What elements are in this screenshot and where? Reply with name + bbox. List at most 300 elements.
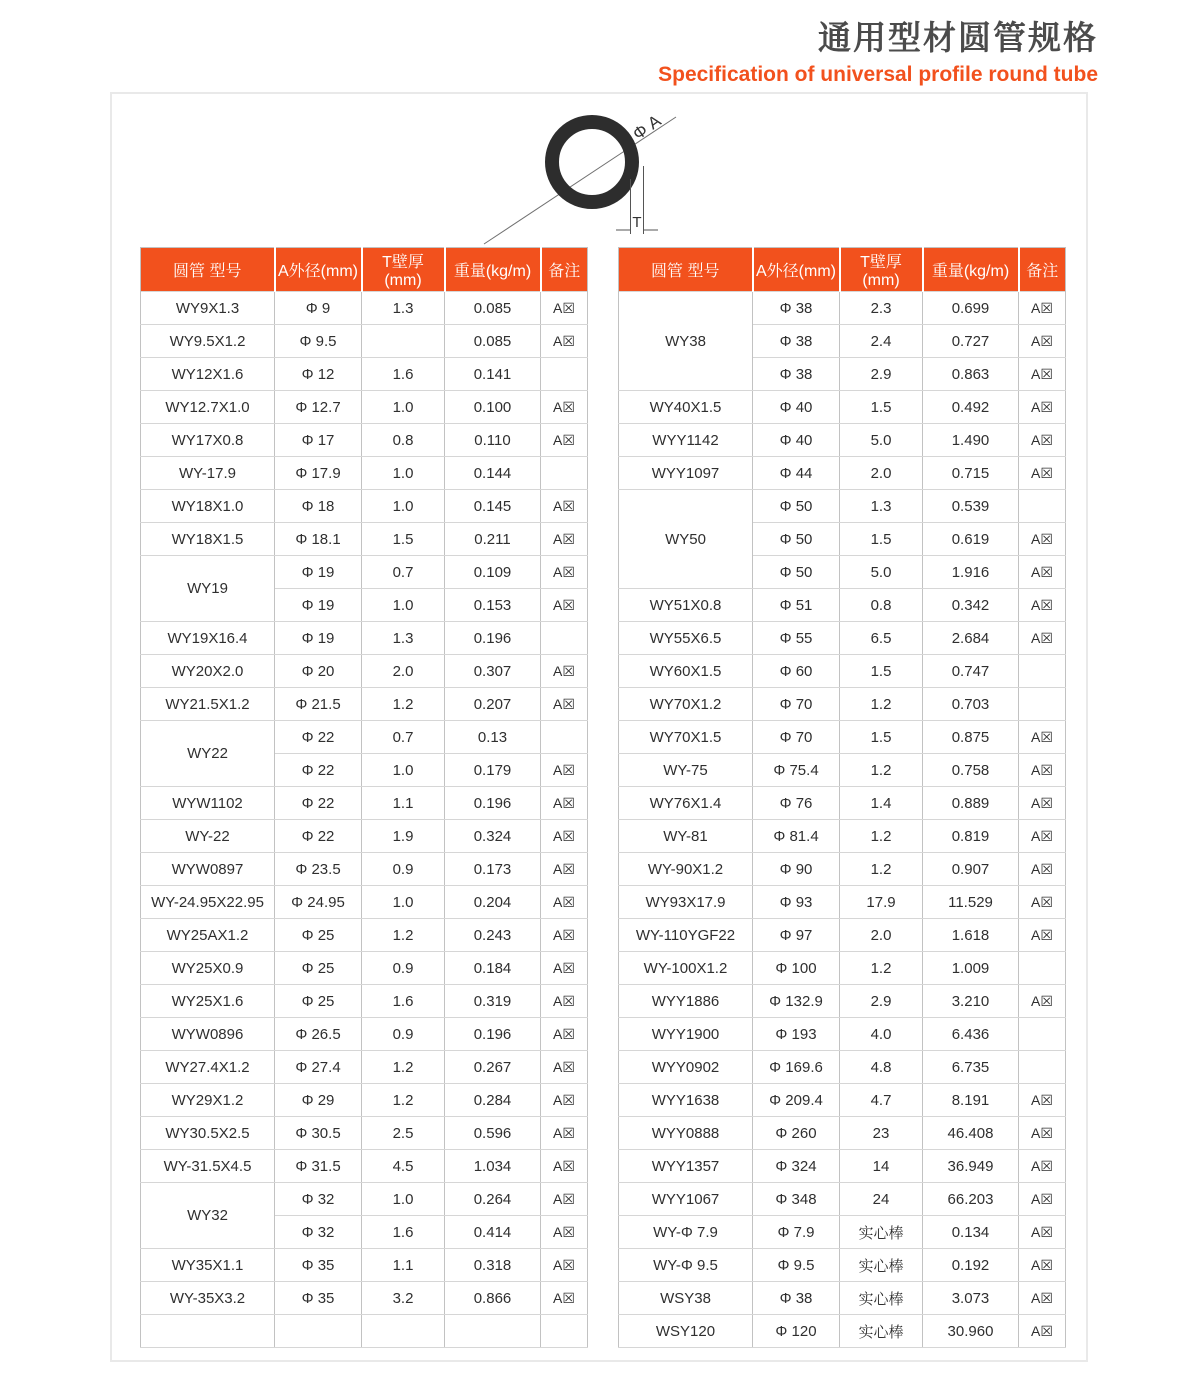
od-cell: Φ 31.5: [275, 1150, 362, 1183]
w-cell: 0.196: [445, 787, 541, 820]
note-cell: [541, 721, 588, 754]
note-cell: A☒: [1019, 1150, 1066, 1183]
model-cell: WY-100X1.2: [619, 952, 753, 985]
w-cell: 6.436: [923, 1018, 1019, 1051]
note-cell: [541, 622, 588, 655]
t-cell: 1.1: [362, 787, 445, 820]
table-row: [141, 622, 588, 655]
od-cell: Φ 209.4: [753, 1084, 840, 1117]
w-cell: 0.264: [445, 1183, 541, 1216]
t-cell: 2.0: [840, 919, 923, 952]
table-row: [141, 1084, 588, 1117]
table-row: [619, 589, 1066, 622]
model-cell: WY17X0.8: [141, 424, 275, 457]
t-cell: 1.4: [840, 787, 923, 820]
table-row: [619, 1216, 1066, 1249]
header-row: [619, 248, 1066, 292]
od-cell: Φ 193: [753, 1018, 840, 1051]
page-subtitle: Specification of universal profile round tube: [658, 63, 1098, 86]
model-cell: WY27.4X1.2: [141, 1051, 275, 1084]
t-cell: 1.2: [840, 952, 923, 985]
w-cell: 0.727: [923, 325, 1019, 358]
t-cell: 1.5: [840, 721, 923, 754]
od-cell: Φ 25: [275, 985, 362, 1018]
note-cell: A☒: [541, 1183, 588, 1216]
t-cell: 1.2: [362, 1051, 445, 1084]
model-cell: WYY1097: [619, 457, 753, 490]
model-cell: WY-22: [141, 820, 275, 853]
t-cell: 1.0: [362, 754, 445, 787]
model-cell: WYW0896: [141, 1018, 275, 1051]
model-cell: WYY1067: [619, 1183, 753, 1216]
model-cell: WY12X1.6: [141, 358, 275, 391]
w-cell: 0.184: [445, 952, 541, 985]
note-cell: A☒: [1019, 754, 1066, 787]
table-row: [141, 853, 588, 886]
model-cell: WY55X6.5: [619, 622, 753, 655]
t-cell: 1.5: [362, 523, 445, 556]
w-cell: 2.684: [923, 622, 1019, 655]
od-cell: Φ 25: [275, 952, 362, 985]
table-row: [141, 424, 588, 457]
w-cell: 0.703: [923, 688, 1019, 721]
header-row: [141, 248, 588, 292]
t-cell: 1.0: [362, 391, 445, 424]
spec-table-left: [140, 247, 588, 1348]
od-cell: Φ 19: [275, 622, 362, 655]
t-cell: 23: [840, 1117, 923, 1150]
model-cell: WYY0902: [619, 1051, 753, 1084]
note-cell: A☒: [541, 754, 588, 787]
note-cell: A☒: [541, 1084, 588, 1117]
t-cell: 6.5: [840, 622, 923, 655]
od-cell: Φ 324: [753, 1150, 840, 1183]
od-cell: Φ 132.9: [753, 985, 840, 1018]
w-cell: 0.889: [923, 787, 1019, 820]
t-cell: 24: [840, 1183, 923, 1216]
table-row: [619, 655, 1066, 688]
model-cell: WY50: [619, 490, 753, 589]
table-row: [141, 490, 588, 523]
note-cell: A☒: [1019, 1117, 1066, 1150]
od-cell: Φ 97: [753, 919, 840, 952]
table-row: [619, 787, 1066, 820]
model-cell: WY19X16.4: [141, 622, 275, 655]
od-cell: Φ 76: [753, 787, 840, 820]
od-cell: Φ 9.5: [275, 325, 362, 358]
model-cell: WY12.7X1.0: [141, 391, 275, 424]
table-row: [619, 292, 1066, 325]
page-title: 通用型材圆管规格: [818, 19, 1098, 56]
table-row: [141, 292, 588, 325]
od-cell: Φ 93: [753, 886, 840, 919]
note-cell: A☒: [541, 985, 588, 1018]
note-cell: A☒: [1019, 391, 1066, 424]
w-cell: 0.134: [923, 1216, 1019, 1249]
w-cell: 6.735: [923, 1051, 1019, 1084]
w-cell: 0.204: [445, 886, 541, 919]
od-cell: Φ 12: [275, 358, 362, 391]
note-cell: A☒: [1019, 1183, 1066, 1216]
model-cell: WY25X1.6: [141, 985, 275, 1018]
w-cell: 0.211: [445, 523, 541, 556]
t-cell: 4.7: [840, 1084, 923, 1117]
note-cell: A☒: [1019, 919, 1066, 952]
w-cell: 3.210: [923, 985, 1019, 1018]
t-cell: 1.9: [362, 820, 445, 853]
w-cell: 0.318: [445, 1249, 541, 1282]
table-row: [619, 1018, 1066, 1051]
column-header: A外径(mm): [275, 248, 362, 292]
w-cell: 0.324: [445, 820, 541, 853]
od-cell: Φ 19: [275, 556, 362, 589]
od-cell: Φ 22: [275, 820, 362, 853]
spec-tables: [140, 247, 1066, 1348]
od-cell: Φ 348: [753, 1183, 840, 1216]
t-cell: 4.8: [840, 1051, 923, 1084]
w-cell: 0.141: [445, 358, 541, 391]
note-cell: [1019, 952, 1066, 985]
t-cell: 1.2: [840, 820, 923, 853]
w-cell: 0.243: [445, 919, 541, 952]
w-cell: 0.284: [445, 1084, 541, 1117]
w-cell: 0.758: [923, 754, 1019, 787]
od-cell: Φ 24.95: [275, 886, 362, 919]
note-cell: A☒: [1019, 721, 1066, 754]
model-cell: WSY120: [619, 1315, 753, 1348]
w-cell: 3.073: [923, 1282, 1019, 1315]
table-row: [141, 1051, 588, 1084]
w-cell: 0.192: [923, 1249, 1019, 1282]
note-cell: A☒: [541, 655, 588, 688]
t-cell: 1.6: [362, 1216, 445, 1249]
table-row: [619, 457, 1066, 490]
t-cell: 1.6: [362, 358, 445, 391]
t-cell: 5.0: [840, 556, 923, 589]
t-cell: 14: [840, 1150, 923, 1183]
t-cell: 1.1: [362, 1249, 445, 1282]
table-row: [619, 688, 1066, 721]
od-cell: Φ 38: [753, 358, 840, 391]
table-row: [141, 655, 588, 688]
t-cell: 2.9: [840, 358, 923, 391]
t-cell: 1.5: [840, 523, 923, 556]
table-row: [619, 886, 1066, 919]
od-cell: Φ 35: [275, 1249, 362, 1282]
model-cell: WY29X1.2: [141, 1084, 275, 1117]
table-row: [619, 1315, 1066, 1348]
table-row: [141, 556, 588, 589]
column-header: A外径(mm): [753, 248, 840, 292]
table-row: [141, 688, 588, 721]
note-cell: A☒: [1019, 325, 1066, 358]
od-cell: Φ 81.4: [753, 820, 840, 853]
t-cell: 2.9: [840, 985, 923, 1018]
model-cell: WYY1886: [619, 985, 753, 1018]
w-cell: 0.085: [445, 325, 541, 358]
od-cell: Φ 30.5: [275, 1117, 362, 1150]
t-cell: 3.2: [362, 1282, 445, 1315]
t-cell: 1.6: [362, 985, 445, 1018]
w-cell: 0.196: [445, 1018, 541, 1051]
w-cell: 0.907: [923, 853, 1019, 886]
note-cell: [1019, 655, 1066, 688]
t-cell: [362, 325, 445, 358]
od-cell: Φ 17.9: [275, 457, 362, 490]
t-cell: 2.0: [362, 655, 445, 688]
note-cell: A☒: [1019, 358, 1066, 391]
w-cell: 0.492: [923, 391, 1019, 424]
w-cell: 0.715: [923, 457, 1019, 490]
od-cell: Φ 12.7: [275, 391, 362, 424]
model-cell: WY-24.95X22.95: [141, 886, 275, 919]
tube-cross-section-drawing: [112, 94, 1086, 247]
od-cell: Φ 169.6: [753, 1051, 840, 1084]
od-cell: Φ 32: [275, 1183, 362, 1216]
table-row: [141, 820, 588, 853]
od-cell: Φ 29: [275, 1084, 362, 1117]
od-cell: Φ 25: [275, 919, 362, 952]
model-cell: WYY1900: [619, 1018, 753, 1051]
table-row: [141, 325, 588, 358]
model-cell: WY32: [141, 1183, 275, 1249]
od-cell: Φ 9: [275, 292, 362, 325]
w-cell: [445, 1315, 541, 1348]
note-cell: A☒: [541, 556, 588, 589]
model-cell: WY19: [141, 556, 275, 622]
w-cell: 0.819: [923, 820, 1019, 853]
note-cell: A☒: [541, 853, 588, 886]
t-cell: 5.0: [840, 424, 923, 457]
t-cell: 0.8: [362, 424, 445, 457]
page-header: [658, 12, 1098, 87]
note-cell: A☒: [541, 391, 588, 424]
model-cell: WY30.5X2.5: [141, 1117, 275, 1150]
column-header: 重量(kg/m): [445, 248, 541, 292]
table-row: [141, 358, 588, 391]
model-cell: WY-Φ 7.9: [619, 1216, 753, 1249]
note-cell: A☒: [1019, 787, 1066, 820]
thickness-label: T: [632, 214, 642, 231]
od-cell: Φ 55: [753, 622, 840, 655]
od-cell: Φ 90: [753, 853, 840, 886]
w-cell: 0.619: [923, 523, 1019, 556]
table-row: [619, 1282, 1066, 1315]
note-cell: A☒: [541, 919, 588, 952]
model-cell: WY-81: [619, 820, 753, 853]
table-row: [619, 721, 1066, 754]
model-cell: [141, 1315, 275, 1348]
note-cell: [1019, 1018, 1066, 1051]
column-header: 备注: [541, 248, 588, 292]
od-cell: Φ 40: [753, 424, 840, 457]
od-cell: Φ 50: [753, 490, 840, 523]
w-cell: 1.034: [445, 1150, 541, 1183]
t-cell: 0.9: [362, 853, 445, 886]
t-cell: 4.0: [840, 1018, 923, 1051]
model-cell: WY-Φ 9.5: [619, 1249, 753, 1282]
od-cell: Φ 22: [275, 787, 362, 820]
t-cell: 1.3: [840, 490, 923, 523]
w-cell: 66.203: [923, 1183, 1019, 1216]
note-cell: A☒: [541, 1282, 588, 1315]
t-cell: 2.0: [840, 457, 923, 490]
t-cell: 1.5: [840, 391, 923, 424]
model-cell: WYY0888: [619, 1117, 753, 1150]
od-cell: Φ 18.1: [275, 523, 362, 556]
column-header: T壁厚(mm): [840, 248, 923, 292]
table-row: [619, 919, 1066, 952]
model-cell: WY38: [619, 292, 753, 391]
w-cell: 0.539: [923, 490, 1019, 523]
w-cell: 0.319: [445, 985, 541, 1018]
t-cell: 1.3: [362, 622, 445, 655]
note-cell: A☒: [541, 886, 588, 919]
table-row: [619, 490, 1066, 523]
od-cell: Φ 40: [753, 391, 840, 424]
w-cell: 0.414: [445, 1216, 541, 1249]
w-cell: 0.307: [445, 655, 541, 688]
od-cell: Φ 26.5: [275, 1018, 362, 1051]
t-cell: 1.0: [362, 886, 445, 919]
table-row: [141, 787, 588, 820]
table-row: [141, 886, 588, 919]
note-cell: A☒: [1019, 886, 1066, 919]
t-cell: 实心棒: [840, 1216, 923, 1249]
w-cell: 0.596: [445, 1117, 541, 1150]
model-cell: WYY1638: [619, 1084, 753, 1117]
w-cell: 0.144: [445, 457, 541, 490]
t-cell: 1.2: [362, 919, 445, 952]
w-cell: 1.618: [923, 919, 1019, 952]
w-cell: 0.699: [923, 292, 1019, 325]
od-cell: Φ 100: [753, 952, 840, 985]
column-header: 备注: [1019, 248, 1066, 292]
od-cell: Φ 51: [753, 589, 840, 622]
model-cell: WY25X0.9: [141, 952, 275, 985]
model-cell: WY18X1.0: [141, 490, 275, 523]
od-cell: Φ 21.5: [275, 688, 362, 721]
model-cell: WYW1102: [141, 787, 275, 820]
model-cell: WY35X1.1: [141, 1249, 275, 1282]
w-cell: 0.196: [445, 622, 541, 655]
note-cell: [1019, 490, 1066, 523]
note-cell: A☒: [1019, 457, 1066, 490]
model-cell: WY51X0.8: [619, 589, 753, 622]
note-cell: A☒: [1019, 589, 1066, 622]
od-cell: Φ 75.4: [753, 754, 840, 787]
od-cell: Φ 38: [753, 1282, 840, 1315]
table-row: [141, 1249, 588, 1282]
t-cell: 1.0: [362, 490, 445, 523]
note-cell: [541, 1315, 588, 1348]
t-cell: 0.7: [362, 556, 445, 589]
note-cell: A☒: [1019, 424, 1066, 457]
w-cell: 0.100: [445, 391, 541, 424]
note-cell: A☒: [1019, 1249, 1066, 1282]
model-cell: WY-90X1.2: [619, 853, 753, 886]
od-cell: [275, 1315, 362, 1348]
od-cell: Φ 18: [275, 490, 362, 523]
model-cell: WY-75: [619, 754, 753, 787]
od-cell: Φ 23.5: [275, 853, 362, 886]
note-cell: A☒: [541, 1249, 588, 1282]
od-cell: Φ 22: [275, 754, 362, 787]
table-row: [141, 985, 588, 1018]
table-row: [619, 1150, 1066, 1183]
t-cell: 1.2: [840, 688, 923, 721]
w-cell: 8.191: [923, 1084, 1019, 1117]
model-cell: WY-110YGF22: [619, 919, 753, 952]
table-row: [619, 853, 1066, 886]
w-cell: 0.875: [923, 721, 1019, 754]
note-cell: A☒: [1019, 820, 1066, 853]
note-cell: [541, 457, 588, 490]
table-row: [619, 1183, 1066, 1216]
table-row: [619, 622, 1066, 655]
od-cell: Φ 17: [275, 424, 362, 457]
od-cell: Φ 70: [753, 688, 840, 721]
model-cell: WY25AX1.2: [141, 919, 275, 952]
table-row: [141, 391, 588, 424]
note-cell: A☒: [1019, 556, 1066, 589]
w-cell: 1.916: [923, 556, 1019, 589]
t-cell: 4.5: [362, 1150, 445, 1183]
model-cell: WY93X17.9: [619, 886, 753, 919]
note-cell: [541, 358, 588, 391]
t-cell: 1.0: [362, 457, 445, 490]
spec-table-right: [618, 247, 1066, 1348]
w-cell: 36.949: [923, 1150, 1019, 1183]
table-row: [141, 1150, 588, 1183]
od-cell: Φ 38: [753, 325, 840, 358]
od-cell: Φ 35: [275, 1282, 362, 1315]
od-cell: Φ 44: [753, 457, 840, 490]
table-row: [141, 457, 588, 490]
t-cell: 实心棒: [840, 1249, 923, 1282]
w-cell: 0.747: [923, 655, 1019, 688]
tube-diagram: [112, 94, 1086, 247]
model-cell: WY-31.5X4.5: [141, 1150, 275, 1183]
w-cell: 0.866: [445, 1282, 541, 1315]
column-header: 圆管 型号: [141, 248, 275, 292]
note-cell: A☒: [1019, 853, 1066, 886]
w-cell: 0.153: [445, 589, 541, 622]
table-row: [619, 985, 1066, 1018]
od-cell: Φ 9.5: [753, 1249, 840, 1282]
t-cell: 2.5: [362, 1117, 445, 1150]
diameter-label: Φ A: [629, 111, 665, 144]
table-row: [141, 523, 588, 556]
model-cell: WY9.5X1.2: [141, 325, 275, 358]
note-cell: A☒: [541, 688, 588, 721]
od-cell: Φ 20: [275, 655, 362, 688]
table-row: [141, 1315, 588, 1348]
note-cell: [1019, 688, 1066, 721]
model-cell: WY9X1.3: [141, 292, 275, 325]
model-cell: WY76X1.4: [619, 787, 753, 820]
table-row: [619, 424, 1066, 457]
note-cell: A☒: [541, 1117, 588, 1150]
note-cell: A☒: [1019, 985, 1066, 1018]
table-row: [141, 1117, 588, 1150]
t-cell: 实心棒: [840, 1282, 923, 1315]
t-cell: 1.3: [362, 292, 445, 325]
w-cell: 0.267: [445, 1051, 541, 1084]
od-cell: Φ 7.9: [753, 1216, 840, 1249]
model-cell: WY70X1.5: [619, 721, 753, 754]
w-cell: 0.173: [445, 853, 541, 886]
